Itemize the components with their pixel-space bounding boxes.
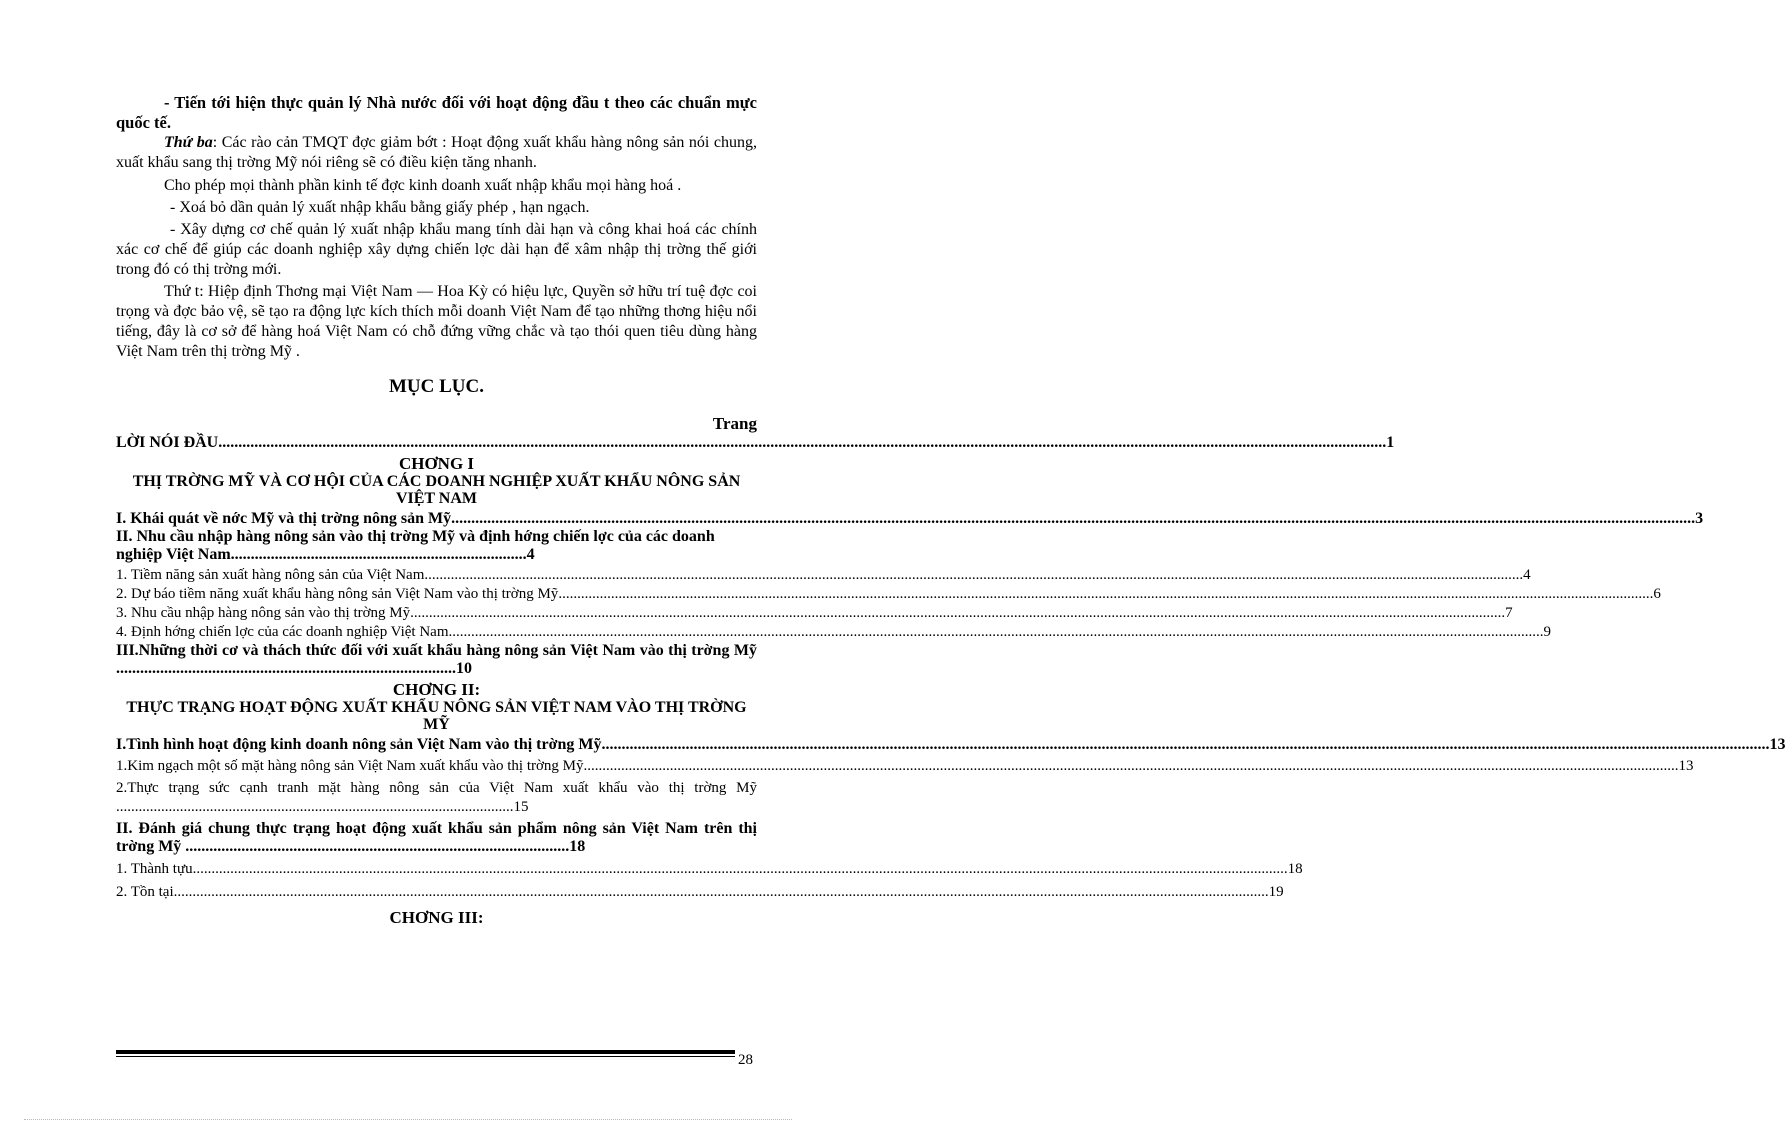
toc-entry-section-2-2[interactable] [116, 585, 1661, 604]
chapter-3-label: CHƠNG III: [389, 908, 484, 927]
toc-entry-page: 1 [1386, 434, 1395, 451]
toc-leader-dots [174, 883, 1269, 902]
footer-rule-thick [116, 1050, 735, 1054]
toc-title: MỤC LỤC. [389, 376, 484, 397]
toc-entry-page: 4 [526, 546, 535, 563]
toc-entry-page: 19 [1268, 884, 1284, 900]
toc-entry-text: I. Khái quát về nớc Mỹ và thị trờng nông sản Mỹ. [116, 510, 456, 527]
toc-entry-ch2-section-2-2[interactable] [116, 883, 1284, 902]
toc-entry-text: II. Nhu cầu nhập hàng nông sản vào thị trờng Mỹ và định hớng chiến lợc của các doanh nghiệp Việt Nam..........................................................................4 [116, 528, 715, 563]
toc-entry-page: 7 [1505, 605, 1513, 621]
toc-entry-text: 2. Dự báo tiềm năng xuất khẩu hàng nông sản Việt Nam vào thị trờng Mỹ [116, 586, 559, 602]
footer-rule-thin [116, 1056, 735, 1057]
toc-entry-ch2-section-2-1[interactable] [116, 860, 1303, 879]
toc-entry-section-2-4[interactable] [116, 623, 1552, 642]
toc-entry-page: 15 [513, 799, 529, 815]
paragraph-third-label: Thứ ba [164, 134, 213, 151]
toc-entry-text: 4. Định hớng chiến lợc của các doanh nghiệp Việt Nam [116, 624, 449, 640]
toc-entry-text: III.Những thời cơ và thách thức đối với xuất khẩu hàng nông sản Việt Nam vào thị trờng Mỹ [116, 642, 757, 659]
toc-entry-page: 6 [1653, 586, 1661, 602]
toc-leader-dots [218, 434, 1386, 452]
toc-entry-ch2-section-1-1[interactable] [116, 757, 1694, 776]
toc-entry-text: 2.Thực trạng sức cạnh tranh mặt hàng nông sản của Việt Nam xuất khẩu vào thị trờng Mỹ [116, 780, 757, 796]
toc-entry-page: 4 [1523, 567, 1531, 583]
toc-leader-dots: .................. ..... [455, 510, 1695, 528]
toc-page-column-label: Trang [712, 414, 757, 433]
toc-entry-page: 18 [1287, 861, 1303, 877]
toc-entry-section-1[interactable] [116, 510, 1704, 528]
toc-entry-ch2-section-1[interactable] [116, 736, 1785, 754]
toc-leader-dots [449, 623, 1544, 642]
toc-entry-page: 13 [1769, 736, 1785, 753]
toc-entry-text: 2. Tồn tại [116, 884, 174, 900]
paragraph-fourth: Thứ t: Hiệp định Thơng mại Việt Nam — Hoa Kỳ có hiệu lực, Quyền sở hữu trí tuệ đợc coi trọng và đợc bảo vệ, sẽ tạo ra động lực kích thích mỗi doanh Việt Nam để tạo những thơng hiệu nổi tiếng, đây là cơ sở để hàng hoá Việt Nam có chỗ đứng vững chắc và tạo thói quen tiêu dùng hàng Việt Nam trên thị trờng Mỹ . [116, 283, 757, 360]
chapter-2-label: CHƠNG II: [392, 680, 481, 699]
paragraph-remove-licenses: - Xoá bỏ dần quản lý xuất nhập khẩu bằng giấy phép , hạn ngạch. [170, 199, 590, 216]
paragraph-third-text: : Các rào cản TMQT đợc giảm bớt : Hoạt động xuất khẩu hàng nông sản nói chung, xuất khẩu sang thị trờng Mỹ nói riêng sẽ có điều kiện tăng nhanh. [116, 134, 757, 171]
toc-entry-text: 1.Kim ngạch một số mặt hàng nông sản Việt Nam xuất khẩu vào thị trờng Mỹ [116, 758, 584, 774]
toc-entry-ch2-section-1-2[interactable]: 2.Thực trạng sức cạnh tranh mặt hàng nông sản của Việt Nam xuất khẩu vào thị trờng Mỹ ..........................................................................................................15 [116, 780, 757, 815]
toc-entry-text: II. Đánh giá chung thực trạng hoạt động xuất khẩu sản phẩm nông sản Việt Nam trên thị trờng Mỹ [116, 820, 757, 855]
toc-entry-page: 9 [1543, 624, 1552, 640]
toc-leader-dots [410, 604, 1505, 623]
toc-entry-section-2[interactable] [116, 528, 757, 564]
paragraph-ninth-goal: - Tiến tới hiện thực quản lý Nhà nước đối với hoạt động đầu t theo các chuẩn mực quốc tế. [116, 93, 757, 132]
toc-entry-ch2-section-2[interactable]: II. Đánh giá chung thực trạng hoạt động xuất khẩu sản phẩm nông sản Việt Nam trên thị trờng Mỹ ................................................................................................18 [116, 820, 757, 855]
page-bottom-border [24, 1119, 792, 1120]
toc-entry-text: 1. Tiềm năng sản xuất hàng nông sản của Việt Nam. [116, 567, 429, 583]
paragraph-build-mechanism: - Xây dựng cơ chế quản lý xuất nhập khẩu mang tính dài hạn và công khai hoá các chính xác cơ chế để giúp các doanh nghiệp xây dựng chiến lợc dài hạn để xâm nhập thị trờng thế giới trong đó có thị trờng mới. [116, 221, 757, 278]
toc-leader-dots [584, 757, 1679, 776]
page-content [116, 93, 1785, 928]
chapter-2-title: THỰC TRẠNG HOẠT ĐỘNG XUẤT KHẨU NÔNG SẢN VIỆT NAM VÀO THỊ TRỜNG MỸ [126, 699, 747, 733]
toc-entry-section-2-1[interactable] [116, 566, 1531, 585]
toc-leader-dots [428, 566, 1523, 585]
toc-leader-dots [601, 736, 1769, 754]
toc-leader-dots [558, 585, 1653, 604]
chapter-1-label: CHƠNG I [398, 454, 475, 473]
toc-entry-page: 3 [1695, 510, 1704, 527]
toc-entry-intro[interactable] [116, 434, 1395, 452]
toc-entry-section-3[interactable]: III.Những thời cơ và thách thức đối với xuất khẩu hàng nông sản Việt Nam vào thị trờng Mỹ .....................................................................................10 [116, 642, 757, 677]
page-number: 28 [738, 1052, 753, 1068]
toc-entry-text: 1. Thành tựu [116, 861, 193, 877]
paragraph-allow-trade: Cho phép mọi thành phần kinh tế đợc kinh doanh xuất nhập khẩu mọi hàng hoá . [164, 177, 682, 194]
toc-entry-text: LỜI NÓI ĐẦU [116, 434, 219, 451]
toc-entry-page: 13 [1678, 758, 1694, 774]
toc-entry-page: 18 [569, 838, 586, 855]
toc-entry-text: 3. Nhu cầu nhập hàng nông sản vào thị trờng Mỹ [116, 605, 411, 621]
chapter-1-title: THỊ TRỜNG MỸ VÀ CƠ HỘI CỦA CÁC DOANH NGHIỆP XUẤT KHẨU NÔNG SẢN VIỆT NAM [132, 473, 741, 507]
paragraph-third [116, 133, 757, 173]
toc-leader-dots [193, 860, 1288, 879]
toc-entry-section-2-3[interactable] [116, 604, 1513, 623]
toc-entry-page: 10 [456, 660, 472, 677]
toc-entry-text: I.Tình hình hoạt động kinh doanh nông sản Việt Nam vào thị trờng Mỹ [116, 736, 602, 753]
